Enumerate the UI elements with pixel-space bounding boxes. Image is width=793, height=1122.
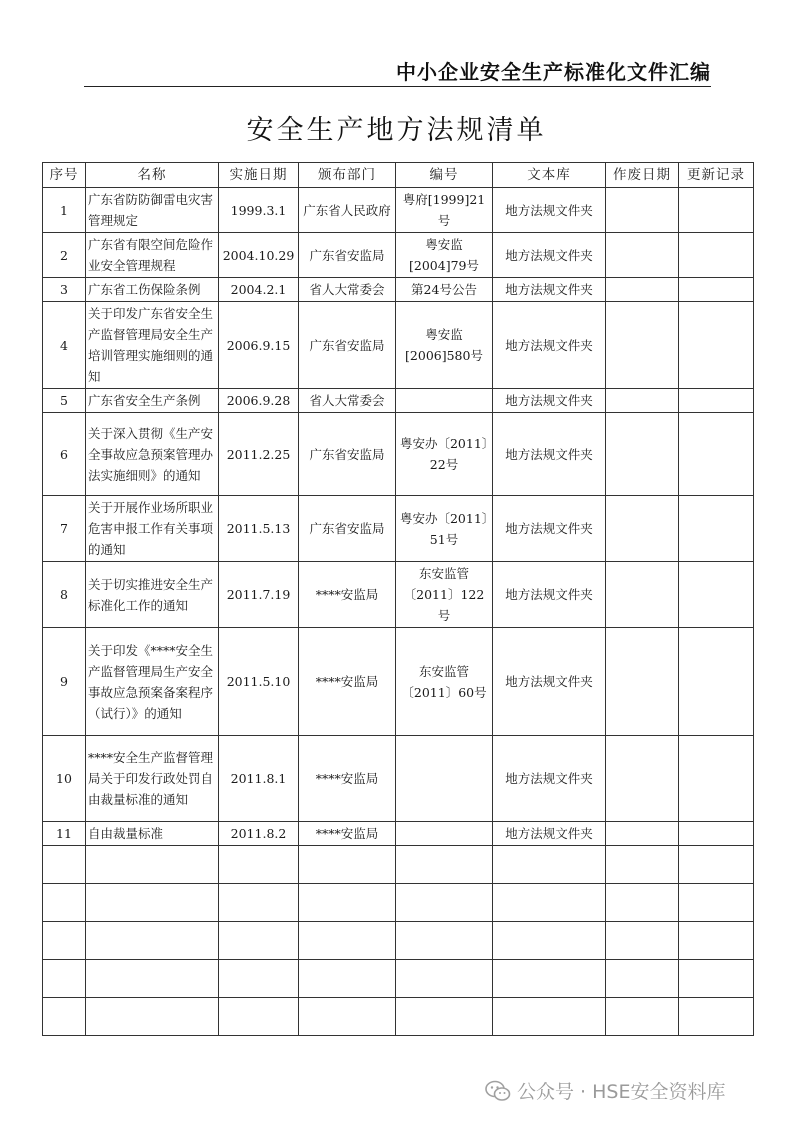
empty-cell: [679, 922, 754, 960]
row-number: 2: [43, 233, 86, 278]
document-number: [396, 822, 493, 846]
text-library: 地方法规文件夹: [493, 278, 606, 302]
column-header: 作废日期: [606, 163, 679, 188]
table-header-row: [43, 163, 754, 188]
text-library: 地方法规文件夹: [493, 736, 606, 822]
table-row: [43, 233, 754, 278]
regulation-name: 广东省有限空间危险作业安全管理规程: [86, 233, 219, 278]
empty-cell: [493, 922, 606, 960]
document-number: [396, 736, 493, 822]
empty-cell: [606, 884, 679, 922]
effective-date: 2006.9.15: [219, 302, 299, 389]
row-number: 3: [43, 278, 86, 302]
empty-cell: [219, 998, 299, 1036]
empty-table-row: [43, 884, 754, 922]
void-date: [606, 233, 679, 278]
update-record: [679, 628, 754, 736]
update-record: [679, 188, 754, 233]
empty-cell: [679, 846, 754, 884]
document-number: 东安监管〔2011〕60号: [396, 628, 493, 736]
empty-cell: [299, 846, 396, 884]
column-header: 文本库: [493, 163, 606, 188]
update-record: [679, 736, 754, 822]
document-number: 东安监管〔2011〕122号: [396, 562, 493, 628]
empty-cell: [219, 960, 299, 998]
regulation-name: 自由裁量标准: [86, 822, 219, 846]
regulation-name: 广东省安全生产条例: [86, 389, 219, 413]
issuing-department: 广东省安监局: [299, 233, 396, 278]
void-date: [606, 496, 679, 562]
column-header: 更新记录: [679, 163, 754, 188]
document-number: 粤安办〔2011〕51号: [396, 496, 493, 562]
document-number: 粤安监[2004]79号: [396, 233, 493, 278]
issuing-department: ****安监局: [299, 736, 396, 822]
effective-date: 1999.3.1: [219, 188, 299, 233]
empty-cell: [606, 846, 679, 884]
effective-date: 2006.9.28: [219, 389, 299, 413]
empty-table-row: [43, 846, 754, 884]
empty-cell: [43, 960, 86, 998]
regulation-name: 关于印发广东省安全生产监督管理局安全生产培训管理实施细则的通知: [86, 302, 219, 389]
table-row: [43, 496, 754, 562]
column-header: 名称: [86, 163, 219, 188]
row-number: 11: [43, 822, 86, 846]
regulation-name: 关于开展作业场所职业危害申报工作有关事项的通知: [86, 496, 219, 562]
empty-cell: [606, 922, 679, 960]
text-library: 地方法规文件夹: [493, 496, 606, 562]
regulation-name: 广东省防防御雷电灾害管理规定: [86, 188, 219, 233]
update-record: [679, 302, 754, 389]
update-record: [679, 413, 754, 496]
document-number: [396, 389, 493, 413]
empty-cell: [43, 922, 86, 960]
void-date: [606, 302, 679, 389]
empty-cell: [43, 998, 86, 1036]
text-library: 地方法规文件夹: [493, 188, 606, 233]
void-date: [606, 188, 679, 233]
update-record: [679, 389, 754, 413]
effective-date: 2011.8.2: [219, 822, 299, 846]
column-header: 颁布部门: [299, 163, 396, 188]
empty-cell: [679, 998, 754, 1036]
regulation-name: 关于深入贯彻《生产安全事故应急预案管理办法实施细则》的通知: [86, 413, 219, 496]
wechat-icon: [485, 1080, 511, 1102]
row-number: 5: [43, 389, 86, 413]
table-row: [43, 413, 754, 496]
text-library: 地方法规文件夹: [493, 233, 606, 278]
table-row: [43, 736, 754, 822]
table-row: [43, 302, 754, 389]
empty-cell: [606, 998, 679, 1036]
empty-cell: [86, 884, 219, 922]
issuing-department: 广东省安监局: [299, 302, 396, 389]
row-number: 4: [43, 302, 86, 389]
table-row: [43, 822, 754, 846]
issuing-department: 省人大常委会: [299, 278, 396, 302]
regulations-table: [42, 162, 754, 1036]
update-record: [679, 278, 754, 302]
table-row: [43, 562, 754, 628]
empty-cell: [86, 922, 219, 960]
regulation-name: 广东省工伤保险条例: [86, 278, 219, 302]
empty-cell: [219, 884, 299, 922]
void-date: [606, 278, 679, 302]
empty-cell: [43, 846, 86, 884]
empty-cell: [679, 960, 754, 998]
document-title: 安全生产地方法规清单: [246, 115, 547, 146]
table-row: [43, 278, 754, 302]
empty-cell: [299, 960, 396, 998]
table-row: [43, 188, 754, 233]
row-number: 6: [43, 413, 86, 496]
regulation-name: ****安全生产监督管理局关于印发行政处罚自由裁量标准的通知: [86, 736, 219, 822]
empty-cell: [493, 884, 606, 922]
empty-cell: [219, 922, 299, 960]
text-library: 地方法规文件夹: [493, 413, 606, 496]
table-row: [43, 628, 754, 736]
watermark-text: 公众号 · HSE安全资料库: [517, 1081, 726, 1103]
effective-date: 2011.8.1: [219, 736, 299, 822]
issuing-department: ****安监局: [299, 628, 396, 736]
table-row: [43, 389, 754, 413]
empty-cell: [396, 884, 493, 922]
text-library: 地方法规文件夹: [493, 389, 606, 413]
empty-cell: [86, 998, 219, 1036]
row-number: 9: [43, 628, 86, 736]
empty-cell: [396, 922, 493, 960]
empty-cell: [299, 884, 396, 922]
issuing-department: 广东省安监局: [299, 496, 396, 562]
void-date: [606, 389, 679, 413]
column-header: 序号: [43, 163, 86, 188]
text-library: 地方法规文件夹: [493, 822, 606, 846]
update-record: [679, 562, 754, 628]
text-library: 地方法规文件夹: [493, 302, 606, 389]
empty-cell: [43, 884, 86, 922]
document-number: 粤府[1999]21号: [396, 188, 493, 233]
void-date: [606, 562, 679, 628]
effective-date: 2011.5.13: [219, 496, 299, 562]
void-date: [606, 736, 679, 822]
watermark: [485, 1077, 725, 1104]
empty-table-row: [43, 998, 754, 1036]
regulation-name: 关于切实推进安全生产标准化工作的通知: [86, 562, 219, 628]
empty-cell: [493, 846, 606, 884]
empty-cell: [86, 960, 219, 998]
issuing-department: 广东省人民政府: [299, 188, 396, 233]
empty-cell: [679, 884, 754, 922]
issuing-department: 省人大常委会: [299, 389, 396, 413]
header-title: 中小企业安全生产标准化文件汇编: [396, 60, 711, 84]
empty-cell: [299, 922, 396, 960]
void-date: [606, 628, 679, 736]
row-number: 1: [43, 188, 86, 233]
void-date: [606, 822, 679, 846]
issuing-department: 广东省安监局: [299, 413, 396, 496]
effective-date: 2004.10.29: [219, 233, 299, 278]
effective-date: 2004.2.1: [219, 278, 299, 302]
effective-date: 2011.7.19: [219, 562, 299, 628]
document-number: 粤安监[2006]580号: [396, 302, 493, 389]
empty-cell: [396, 998, 493, 1036]
effective-date: 2011.5.10: [219, 628, 299, 736]
text-library: 地方法规文件夹: [493, 628, 606, 736]
empty-cell: [493, 998, 606, 1036]
header-divider: [84, 86, 711, 87]
empty-cell: [299, 998, 396, 1036]
empty-cell: [219, 846, 299, 884]
row-number: 7: [43, 496, 86, 562]
void-date: [606, 413, 679, 496]
update-record: [679, 233, 754, 278]
column-header: 编号: [396, 163, 493, 188]
row-number: 10: [43, 736, 86, 822]
update-record: [679, 496, 754, 562]
regulation-name: 关于印发《****安全生产监督管理局生产安全事故应急预案备案程序（试行）》的通知: [86, 628, 219, 736]
empty-table-row: [43, 960, 754, 998]
empty-cell: [86, 846, 219, 884]
column-header: 实施日期: [219, 163, 299, 188]
update-record: [679, 822, 754, 846]
row-number: 8: [43, 562, 86, 628]
issuing-department: ****安监局: [299, 822, 396, 846]
empty-cell: [606, 960, 679, 998]
empty-cell: [396, 846, 493, 884]
text-library: 地方法规文件夹: [493, 562, 606, 628]
document-number: 第24号公告: [396, 278, 493, 302]
issuing-department: ****安监局: [299, 562, 396, 628]
empty-cell: [396, 960, 493, 998]
empty-cell: [493, 960, 606, 998]
empty-table-row: [43, 922, 754, 960]
effective-date: 2011.2.25: [219, 413, 299, 496]
document-number: 粤安办〔2011〕22号: [396, 413, 493, 496]
